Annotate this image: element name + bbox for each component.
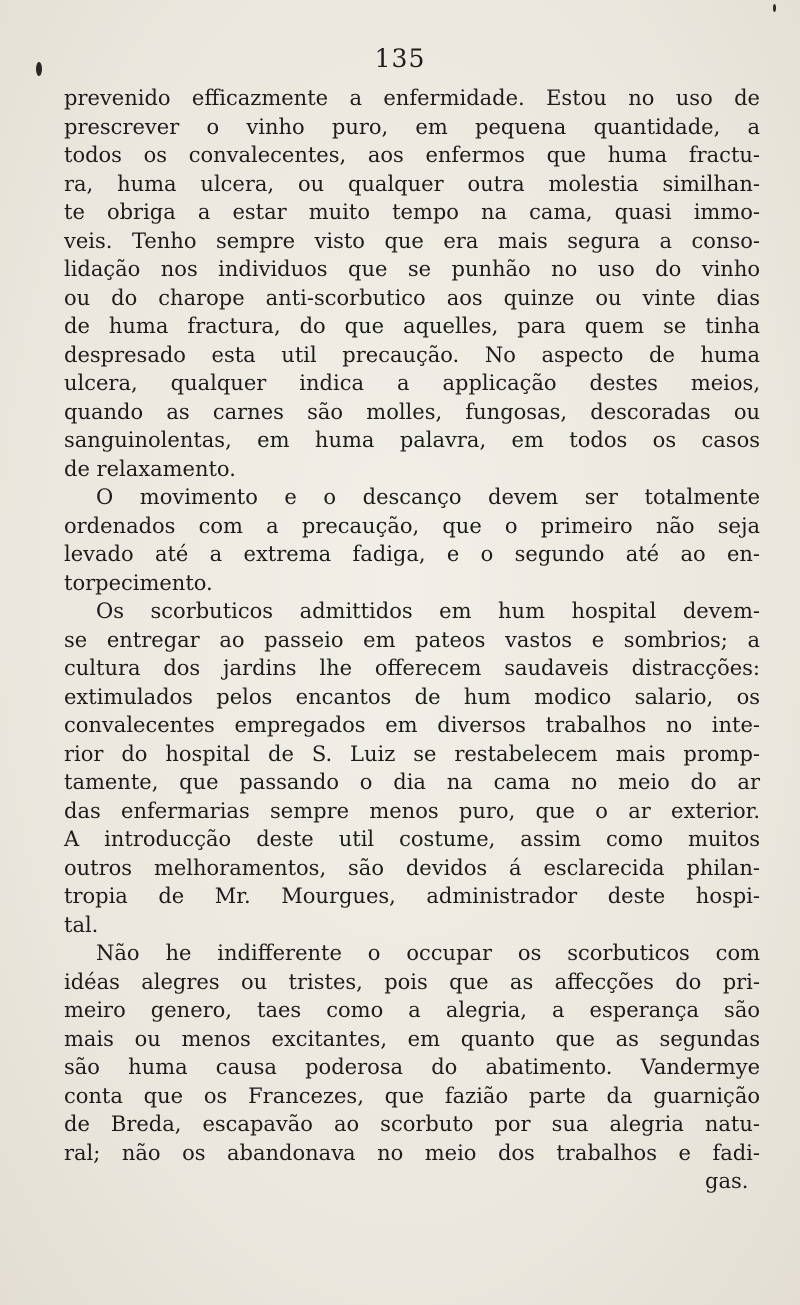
- text-line: prescrever o vinho puro, em pequena quantidade, a: [64, 114, 760, 139]
- catchword: gas.: [705, 1169, 749, 1193]
- text-line: conta que os Francezes, que fazião parte da guarnição: [64, 1083, 760, 1108]
- text-line: convalecentes empregados em diversos trabalhos no inte-: [64, 713, 760, 737]
- paragraph-end-line: de relaxamento.: [64, 456, 236, 481]
- text-line: extimulados pelos encantos de hum modico salario, os: [64, 684, 760, 709]
- text-line: das enfermarias sempre menos puro, que o ar exterior.: [64, 798, 760, 823]
- ink-speck: [773, 4, 776, 12]
- text-line: se entregar ao passeio em pateos vastos e sombrios; a: [64, 627, 760, 652]
- text-line: rior do hospital de S. Luiz se restabelecem mais promp-: [64, 741, 760, 766]
- text-line: sanguinolentas, em huma palavra, em todos os casos: [64, 428, 760, 452]
- ink-speck: [36, 62, 42, 76]
- text-line: despresado esta util precaução. No aspecto de huma: [64, 342, 760, 367]
- text-line: veis. Tenho sempre visto que era mais segura a conso-: [64, 228, 760, 253]
- text-line: mais ou menos excitantes, em quanto que as segundas: [64, 1026, 760, 1051]
- text-line: todos os convalecentes, aos enfermos que huma fractu-: [64, 143, 760, 167]
- body-text: [64, 84, 760, 1167]
- text-line: tamente, que passando o dia na cama no meio do ar: [64, 770, 760, 794]
- text-line: ra, huma ulcera, ou qualquer outra molestia similhan-: [64, 171, 760, 196]
- text-line: de Breda, escapavão ao scorbuto por sua alegria natu-: [64, 1112, 760, 1136]
- paragraph-start-line: Não he indifferente o occupar os scorbuticos com: [96, 941, 760, 965]
- paragraph-start-line: Os scorbuticos admittidos em hum hospital devem-: [96, 599, 760, 623]
- text-line: tropia de Mr. Mourgues, administrador deste hospi-: [64, 884, 760, 908]
- text-line: são huma causa poderosa do abatimento. Vandermye: [64, 1055, 760, 1079]
- text-line: ou do charope anti-scorbutico aos quinze ou vinte dias: [64, 285, 760, 310]
- text-line: ulcera, qualquer indica a applicação destes meios,: [64, 371, 760, 395]
- paragraph-end-line: torpecimento.: [64, 570, 213, 595]
- page-number: 135: [374, 44, 426, 73]
- text-line: quando as carnes são molles, fungosas, descoradas ou: [64, 399, 760, 424]
- text-line: te obriga a estar muito tempo na cama, quasi immo-: [64, 200, 760, 224]
- text-line: idéas alegres ou tristes, pois que as affecções do pri-: [64, 969, 760, 994]
- text-line: de huma fractura, do que aquelles, para quem se tinha: [64, 314, 760, 338]
- paragraph-end-line: tal.: [64, 912, 99, 937]
- text-line: ral; não os abandonava no meio dos trabalhos e fadi-: [64, 1140, 760, 1165]
- text-line: outros melhoramentos, são devidos á esclarecida philan-: [64, 855, 760, 880]
- text-line: ordenados com a precaução, que o primeiro não seja: [64, 513, 760, 538]
- text-line: lidação nos individuos que se punhão no uso do vinho: [64, 257, 760, 281]
- text-line: levado até a extrema fadiga, e o segundo até ao en-: [64, 542, 760, 566]
- text-line: A introducção deste util costume, assim como muitos: [64, 827, 760, 851]
- text-line: cultura dos jardins lhe offerecem saudaveis distracções:: [64, 656, 760, 680]
- text-line: meiro genero, taes como a alegria, a esperança são: [64, 998, 760, 1022]
- text-line: prevenido efficazmente a enfermidade. Estou no uso de: [64, 86, 760, 110]
- paragraph-start-line: O movimento e o descanço devem ser totalmente: [96, 485, 760, 509]
